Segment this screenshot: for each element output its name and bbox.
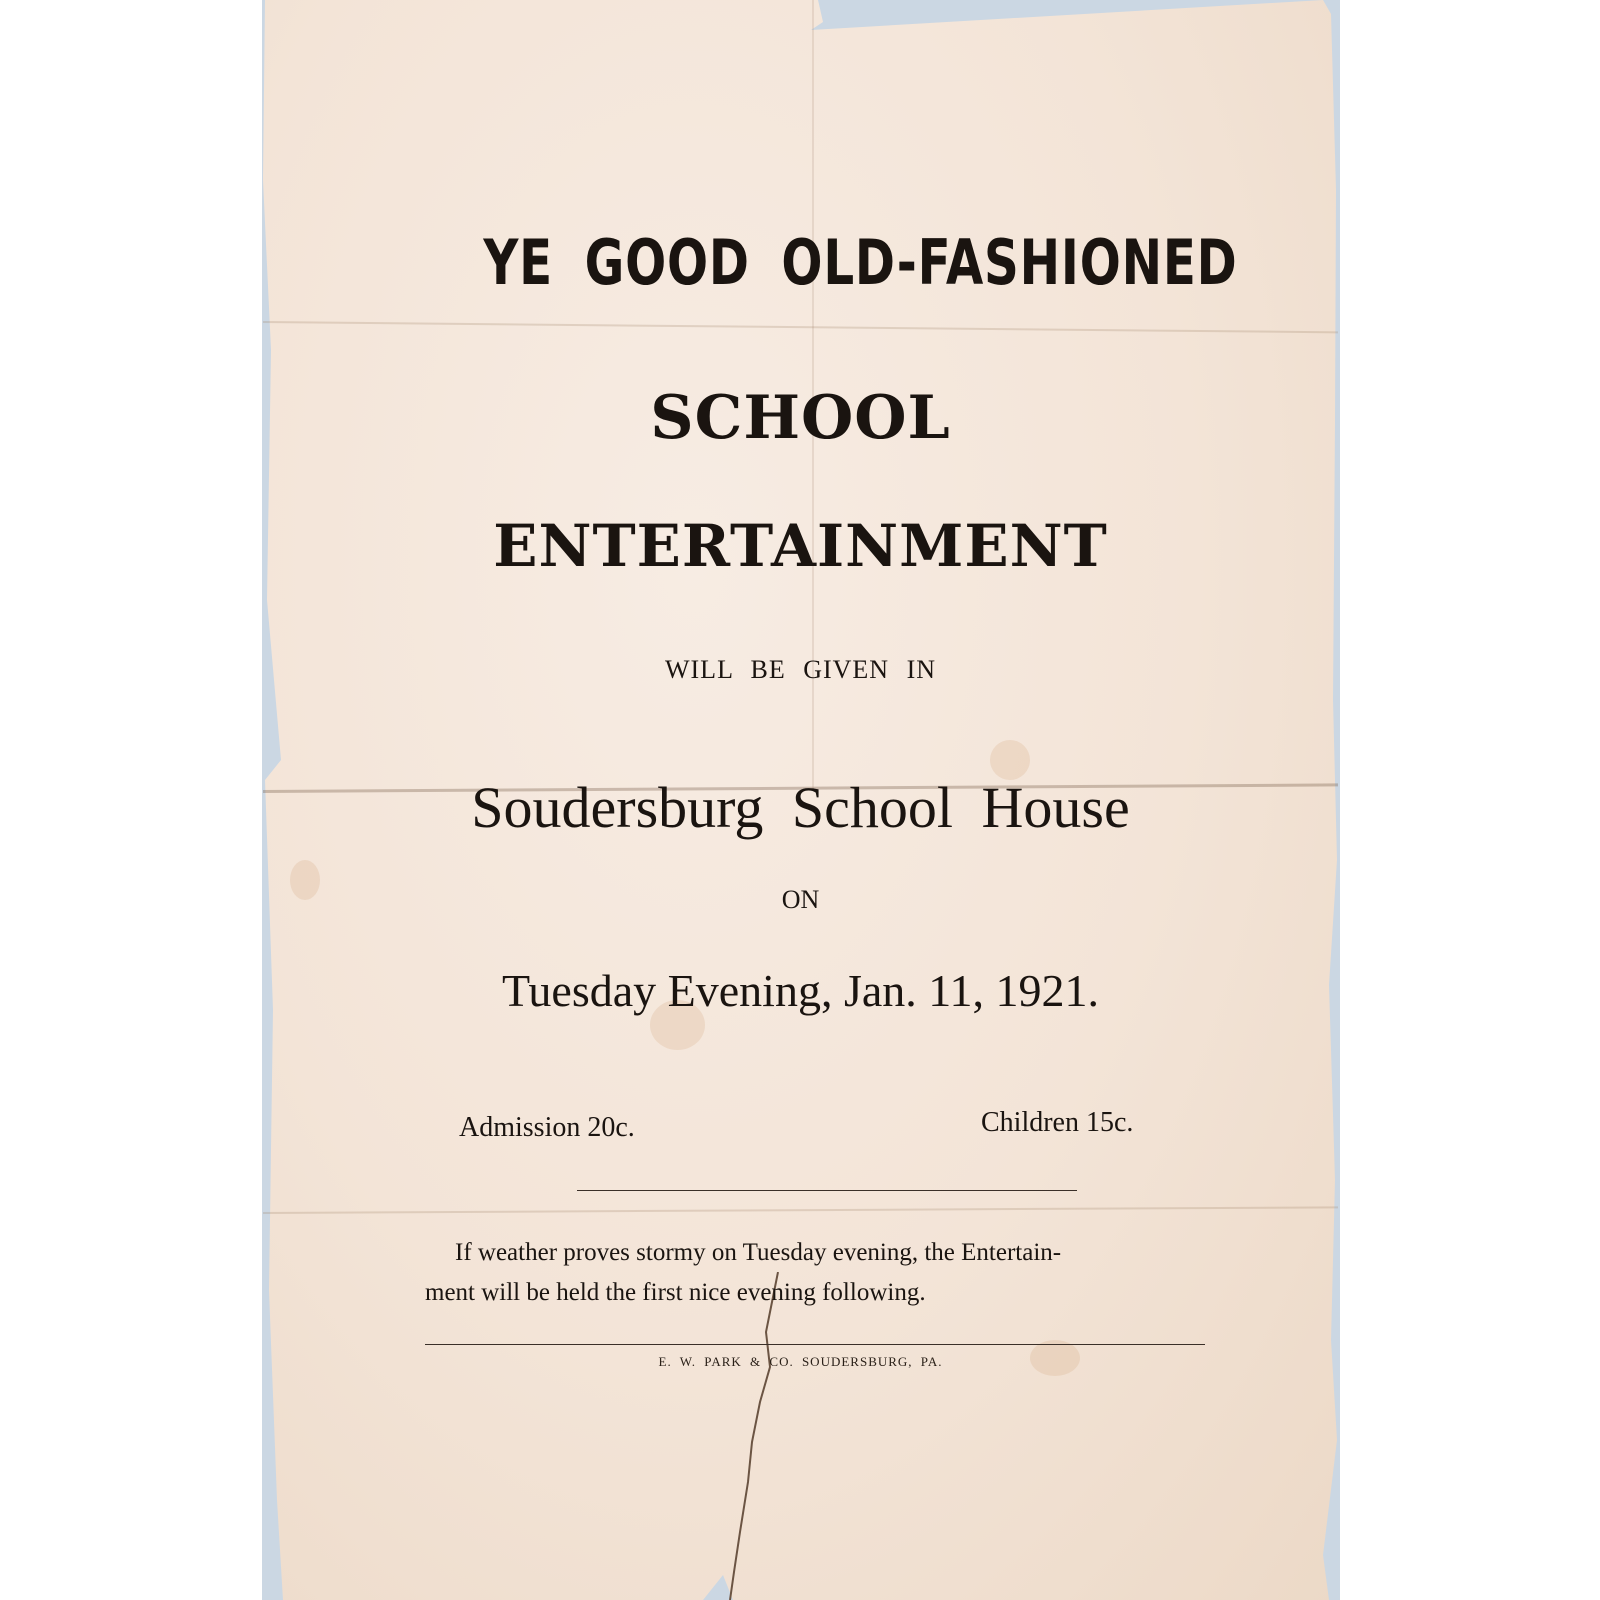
paper-tear (700, 1272, 820, 1600)
on-text: ON (781, 885, 820, 914)
printer-imprint: E. W. PARK & CO. SOUDERSBURG, PA. (658, 1354, 943, 1369)
flyer-title-line2: SCHOOL (650, 383, 951, 453)
weather-notice-line1: If weather proves stormy on Tuesday evening, the Entertain- (455, 1239, 1062, 1266)
admission-price: Admission 20c. (459, 1112, 635, 1143)
weather-notice-line2: ment will be held the first nice evening following. (425, 1279, 926, 1306)
given-in-text: WILL BE GIVEN IN (664, 655, 937, 684)
venue-name: Soudersburg School House (471, 775, 1130, 840)
event-date: Tuesday Evening, Jan. 11, 1921. (501, 965, 1100, 1016)
flyer-title-line3: ENTERTAINMENT (493, 512, 1108, 580)
divider-rule (425, 1344, 1205, 1345)
flyer-title-line1: YE GOOD OLD-FASHIONED (483, 226, 1238, 299)
children-price: Children 15c. (981, 1107, 1134, 1138)
divider-rule (577, 1190, 1077, 1191)
